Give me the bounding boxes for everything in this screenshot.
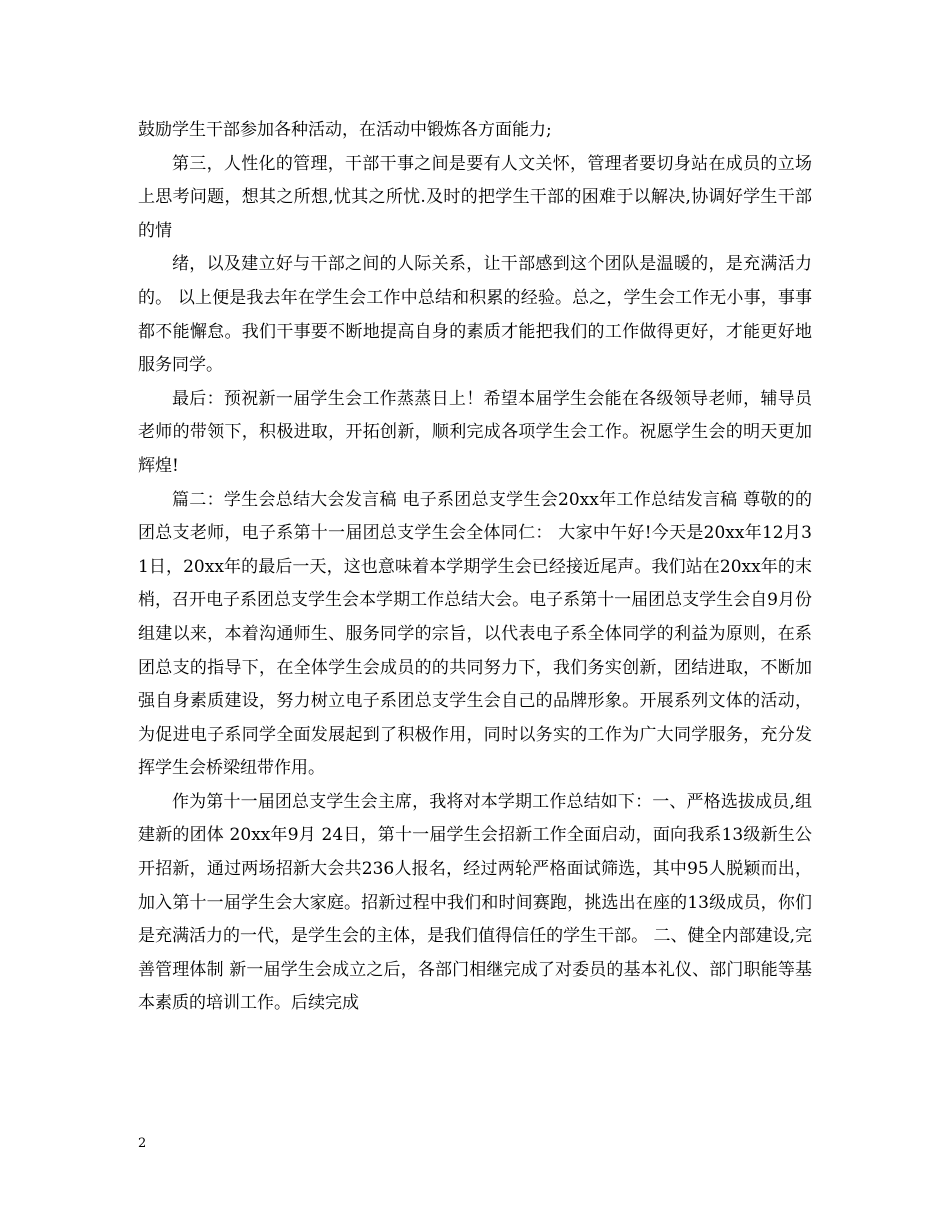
paragraph-4: 最后：预祝新一届学生会工作蒸蒸日上！希望本届学生会能在各级领导老师，辅导员老师的带领下，积极进取，开拓创新，顺利完成各项学生会工作。祝愿学生会的明天更加辉煌!: [138, 388, 812, 476]
page-number: 2: [138, 1136, 147, 1151]
document-body: [138, 114, 812, 1021]
paragraph-2: 第三，人性化的管理，干部干事之间是要有人文关怀，管理者要切身站在成员的立场上思考问题，想其之所想,忧其之所忧.及时的把学生干部的困难于以解决,协调好学生干部的情: [138, 153, 812, 241]
paragraph-6: 作为第十一届团总支学生会主席，我将对本学期工作总结如下：一、严格选拔成员,组建新的团体 20xx年9月 24日，第十一届学生会招新工作全面启动，面向我系13级新生公开招新，通过两场招新大会共236人报名，经过两轮严格面试筛选，其中95人脱颖而出，加入第十一届学生会大家庭。招新过程中我们和时间赛跑，挑选出在座的13级成员，你们是充满活力的一代，是学生会的主体，是我们值得信任的学生干部。 二、健全内部建设,完善管理体制 新一届学生会成立之后，各部门相继完成了对委员的基本礼仪、部门职能等基本素质的培训工作。后续完成: [138, 791, 812, 1014]
paragraph-3: 绪，以及建立好与干部之间的人际关系，让干部感到这个团队是温暖的，是充满活力的。 以上便是我去年在学生会工作中总结和积累的经验。总之，学生会工作无小事，事事都不能懈怠。我们干事要不断地提高自身的素质才能把我们的工作做得更好，才能更好地服务同学。: [138, 254, 812, 376]
paragraph-1: 鼓励学生干部参加各种活动，在活动中锻炼各方面能力;: [138, 120, 552, 140]
paragraph-5: 篇二：学生会总结大会发言稿 电子系团总支学生会20xx年工作总结发言稿 尊敬的的团总支老师，电子系第十一届团总支学生会全体同仁： 大家中午好!今天是20xx年12月31日，20xx年的最后一天，这也意味着本学期学生会已经接近尾声。我们站在20xx年的末梢，召开电子系团总支学生会本学期工作总结大会。电子系第十一届团总支学生会自9月份组建以来，本着沟通师生、服务同学的宗旨，以代表电子系全体同学的利益为原则，在系团总支的指导下，在全体学生会成员的的共同努力下，我们务实创新，团结进取，不断加强自身素质建设，努力树立电子系团总支学生会自己的品牌形象。开展系列文体的活动，为促进电子系同学全面发展起到了积极作用，同时以务实的工作为广大同学服务，充分发挥学生会桥梁纽带作用。: [138, 489, 812, 779]
